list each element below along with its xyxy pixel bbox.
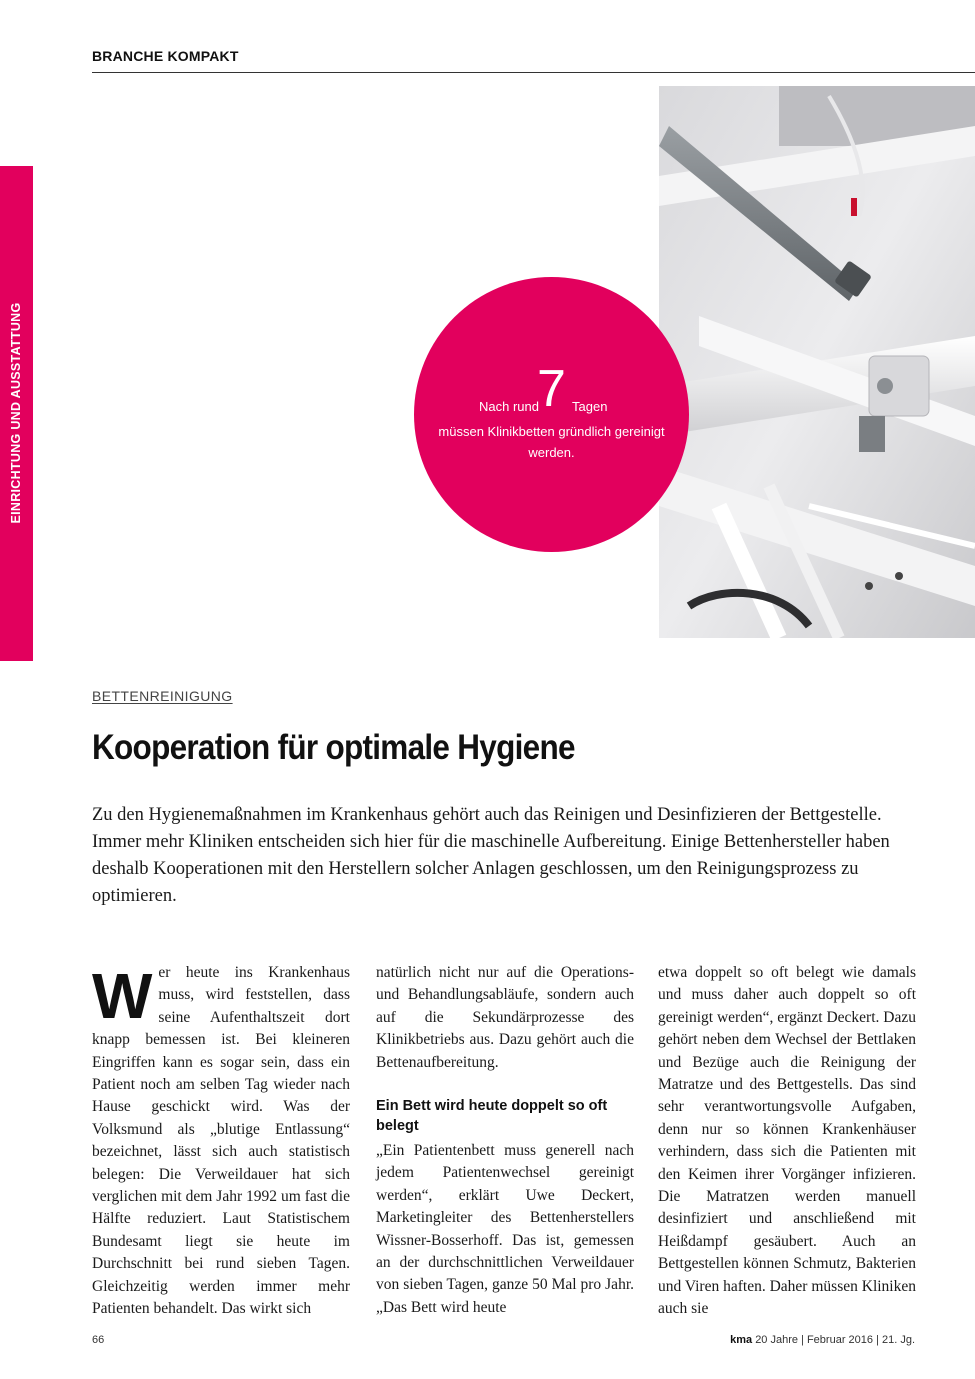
article-headline: Kooperation für optimale Hygiene	[92, 728, 575, 767]
drop-cap: W	[92, 960, 153, 1032]
body-paragraph: natürlich nicht nur auf die Operations- und Behandlungsabläufe, sondern auch auf die Sekundärprozesse des Klinikbetriebs aus. Dazu gehört auch die Bettenaufbereitung.	[376, 964, 634, 1071]
body-paragraph: er heute ins Krankenhaus muss, wird feststellen, dass seine Aufenthaltszeit dort knapp bemessen ist. Bei kleineren Eingriffen kann es sogar sein, dass ein Patient noch am selben Tag wieder nach Hause geschickt wird. Was der Volksmund als „blutige Entlassung“ bezeichnet, lässt sich auch statistisch belegen: Die Verweildauer hat sich verglichen mit dem Jahr 1992 um fast die Hälfte reduziert. Laut Statistischem Bundesamt liegt sie heute im Durchschnitt bei rund sieben Tagen. Gleichzeitig werden immer mehr Patienten behandelt. Das wirkt sich	[92, 964, 350, 1318]
body-paragraph: etwa doppelt so oft belegt wie damals und muss daher auch doppelt so oft gereinigt werden“, ergänzt Deckert. Dazu gehört neben dem Wechsel der Bettlaken und Bezüge auch die Reinigung der Matratze und des Bettgestells. Das sind sehr verantwortungsvolle Aufgaben, denn nur so können Krankenhäuser verhindern, dass sich die Patienten mit den Keimen ihrer Vorgänger infizieren. Die Matratzen werden manuell desinfiziert und anschließend mit Heißdampf gesäubert. Auch an Bettgestellen können Schmutz, Bakterien und Viren haften. Daher müssen Kliniken auch sie	[658, 964, 916, 1318]
callout-prefix: Nach rund	[479, 399, 539, 414]
article-lead: Zu den Hygienemaßnahmen im Krankenhaus gehört auch das Reinigen und Desinfizieren der Bettgestelle. Immer mehr Kliniken entscheiden sich hier für die maschinelle Aufbereitung. Einige Bettenhersteller haben deshalb Kooperationen mit den Herstellern solcher Anlagen geschlossen, um den Reinigungsprozess zu optimieren.	[92, 805, 890, 906]
section-header: BRANCHE KOMPAKT	[92, 48, 239, 64]
stat-callout	[414, 277, 689, 552]
body-column-3	[658, 962, 916, 1321]
body-column-1	[92, 962, 350, 1321]
magazine-brand: kma	[730, 1334, 753, 1346]
callout-suffix: Tagen	[572, 399, 608, 414]
callout-text: müssen Klinikbetten gründlich gereinigt werden.	[438, 424, 665, 460]
article-kicker: BETTENREINIGUNG	[92, 688, 233, 704]
body-paragraph: „Ein Patientenbett muss generell nach jedem Patientenwechsel gereinigt werden“, erklärt Uwe Deckert, Marketingleiter des Bettenherstellers Wissner-Bosserhoff. Das ist, gemessen an der durchschnittlichen Verweildauer von sieben Tagen, ganze 50 Mal pro Jahr. „Das Bett wird heute	[376, 1142, 634, 1316]
footer-issue-info	[730, 1334, 915, 1346]
header-rule	[92, 72, 975, 73]
body-column-2	[376, 962, 634, 1319]
issue-info: 20 Jahre | Februar 2016 | 21. Jg.	[755, 1334, 915, 1346]
page-number: 66	[92, 1334, 105, 1346]
article-subhead: Ein Bett wird heute doppelt so oft belegt	[376, 1098, 608, 1135]
side-tab-label: EINRICHTUNG UND AUSSTATTUNG	[9, 302, 23, 524]
callout-number: 7	[537, 360, 566, 418]
hospital-bed-photo	[659, 86, 975, 638]
